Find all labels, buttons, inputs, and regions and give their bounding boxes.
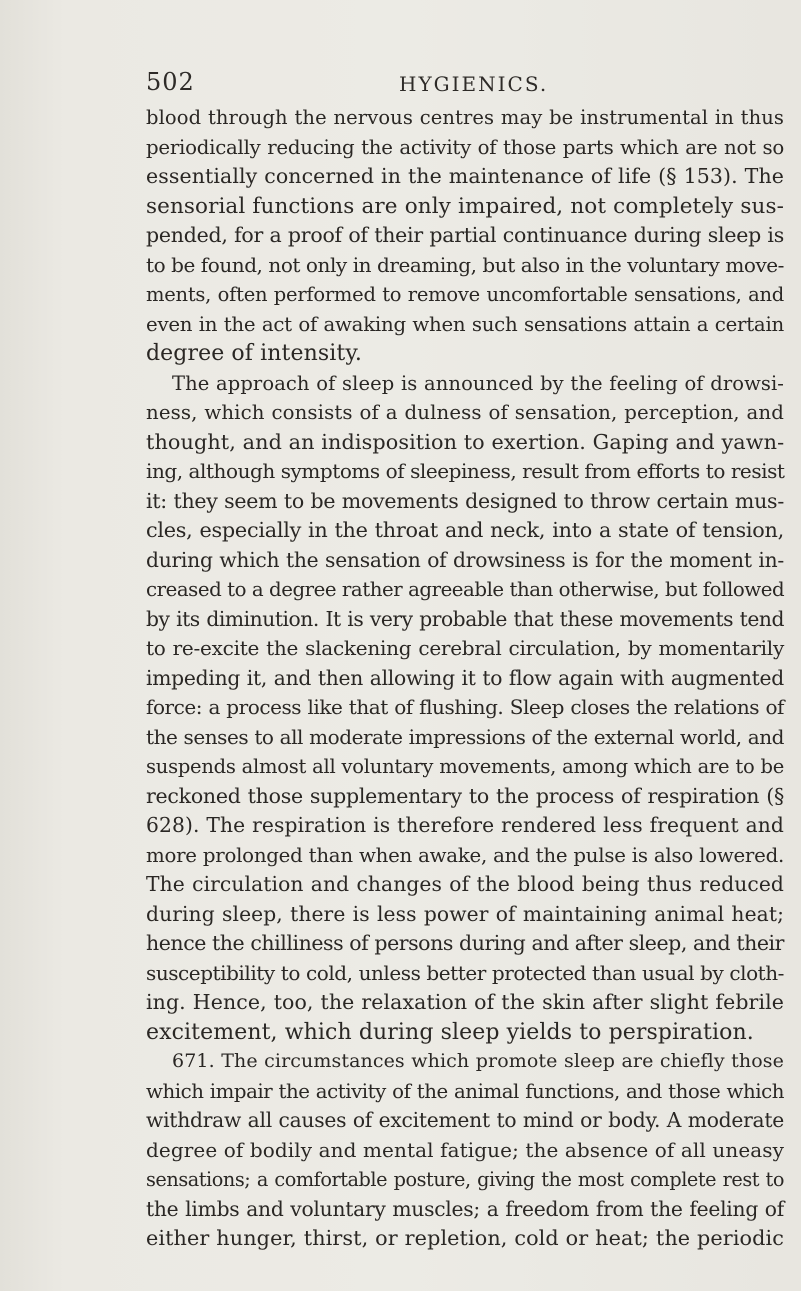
text-line: even in the act of awaking when such sensations attain a certain — [146, 312, 784, 336]
text-line: sensations; a comfortable posture, giving the most complete rest to — [146, 1168, 784, 1191]
text-line: pended, for a proof of their partial continuance during sleep is — [146, 223, 784, 247]
text-line: more prolonged than when awake, and the pulse is also lowered. — [146, 843, 784, 867]
text-line: to be found, not only in dreaming, but also in the voluntary move- — [146, 252, 784, 277]
text-line: The circulation and changes of the blood being thus reduced — [146, 872, 784, 896]
text-line: sensorial functions are only impaired, not completely sus- — [146, 193, 784, 219]
paragraph-first-line: The approach of sleep is announced by the feeling of drowsi- — [172, 371, 784, 395]
text-line: hence the chilliness of persons during and after sleep, and their — [146, 931, 784, 955]
running-head: HYGIENICS. — [399, 72, 549, 96]
text-line: 628). The respiration is therefore rendered less frequent and — [146, 813, 784, 837]
text-line: essentially concerned in the maintenance of life (§ 153). The — [146, 164, 784, 188]
text-line: during sleep, there is less power of maintaining animal heat; — [146, 901, 784, 926]
text-line: ing, although symptoms of sleepiness, result from efforts to resist — [146, 459, 785, 483]
text-line: which impair the activity of the animal functions, and those which — [146, 1079, 784, 1103]
text-line: to re-excite the slackening cerebral circulation, by momentarily — [146, 636, 784, 660]
text-line: thought, and an indisposition to exertion. Gaping and yawn- — [146, 429, 785, 454]
text-line: the senses to all moderate impressions of the external world, and — [146, 724, 784, 749]
text-line: degree of intensity. — [146, 341, 363, 366]
text-line: ing. Hence, too, the relaxation of the skin after slight febrile — [146, 990, 784, 1014]
text-line: periodically reducing the activity of those parts which are not so — [146, 135, 784, 159]
page-number: 502 — [146, 68, 195, 96]
text-line: suspends almost all voluntary movements, among which are to be — [146, 755, 784, 778]
text-line: the limbs and voluntary muscles; a freedom from the feeling of — [146, 1196, 784, 1221]
paragraph-first-line: 671. The circumstances which promote sleep are chiefly those — [172, 1050, 784, 1072]
text-line: either hunger, thirst, or repletion, cold or heat; the periodic — [146, 1226, 784, 1250]
text-line: withdraw all causes of excitement to mind or body. A moderate — [146, 1108, 784, 1132]
text-line: ness, which consists of a dulness of sensation, perception, and — [146, 401, 784, 424]
body-text — [146, 103, 784, 1254]
text-line: reckoned those supplementary to the process of respiration (§ — [146, 783, 784, 808]
text-line: blood through the nervous centres may be instrumental in thus — [146, 106, 784, 129]
text-line: degree of bodily and mental fatigue; the absence of all uneasy — [146, 1137, 785, 1162]
text-line: force: a process like that of flushing. Sleep closes the relations of — [146, 695, 784, 719]
text-line: by its diminution. It is very probable that these movements tend — [146, 606, 784, 631]
text-line: ments, often performed to remove uncomfortable sensations, and — [146, 283, 784, 306]
text-line: it: they seem to be movements designed to throw certain mus- — [146, 488, 784, 513]
text-line: cles, especially in the throat and neck, into a state of tension, — [146, 518, 784, 542]
text-line: during which the sensation of drowsiness is for the moment in- — [146, 547, 784, 572]
text-line: susceptibility to cold, unless better protected than usual by cloth- — [146, 960, 784, 985]
text-line: creased to a degree rather agreeable than otherwise, but followed — [146, 578, 785, 601]
page-header — [146, 68, 706, 100]
text-line: excitement, which during sleep yields to perspiration. — [146, 1019, 754, 1045]
text-line: impeding it, and then allowing it to flow again with augmented — [146, 665, 784, 690]
